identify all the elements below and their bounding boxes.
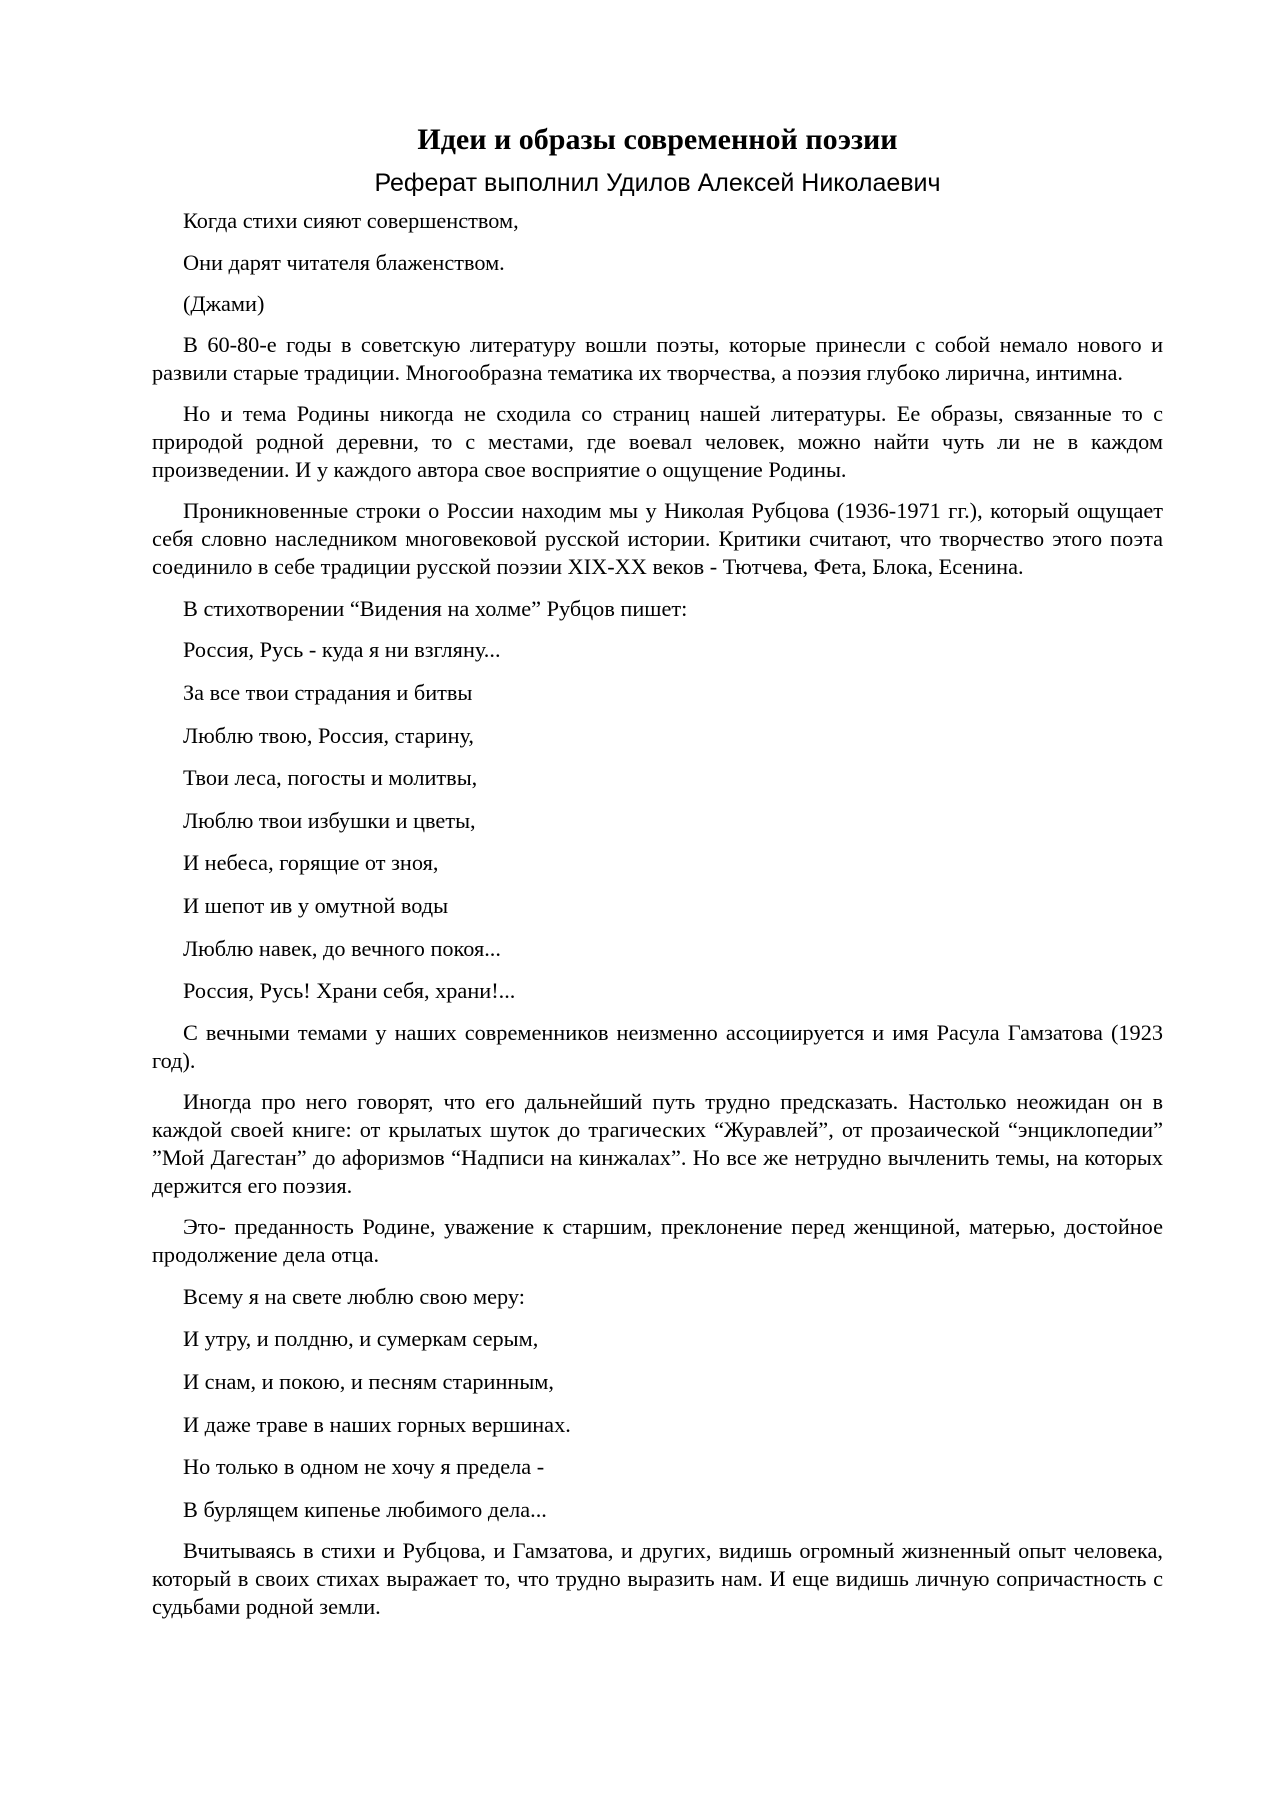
poem-gamzatov — [152, 1282, 1163, 1524]
poem-line: Россия, Русь! Храни себя, храни!... — [183, 978, 516, 1004]
poem-line: В бурлящем кипенье любимого дела... — [183, 1496, 547, 1522]
paragraph: С вечными темами у наших современников неизменно ассоциируется и имя Расула Гамзатова (1923 год). — [152, 1019, 1163, 1073]
poem-line: Люблю навек, до вечного покоя... — [183, 935, 501, 961]
document-title: Идеи и образы современной поэзии — [417, 123, 898, 156]
poem-line: И небеса, горящие от зноя, — [183, 850, 439, 876]
paragraph: Проникновенные строки о России находим мы у Николая Рубцова (1936-1971 гг.), который ощущает себя словно наследником многовековой русской истории. Критики считают, что творчество этого поэта соединило в себе традиции русской поэзии XIX-XX веков - Тютчева, Фета, Блока, Есенина. — [152, 497, 1163, 579]
poem-rubtsov — [152, 635, 1163, 1005]
paragraph: В 60-80-е годы в советскую литературу вошли поэты, которые принесли с собой немало нового и развили старые традиции. Многообразна тематика их творчества, а поэзия глубоко лирична, интимна. — [152, 331, 1163, 385]
poem-line: Люблю твою, Россия, старину, — [183, 722, 474, 748]
epigraph-line: Когда стихи сияют совершенством, — [183, 208, 519, 233]
poem-line: Люблю твои избушки и цветы, — [183, 807, 476, 833]
paragraph: Это- преданность Родине, уважение к старшим, преклонение перед женщиной, матерью, достойное продолжение дела отца. — [152, 1213, 1163, 1267]
paragraph: Иногда про него говорят, что его дальнейший путь трудно предсказать. Настолько неожидан он в каждой своей книге: от крылатых шуток до трагических “Журавлей”, от прозаической “энциклопедии” ”Мой Дагестан” до афоризмов “Надписи на кинжалах”. Но все же нетрудно вычленить темы, на которых держится его поэзия. — [152, 1088, 1163, 1198]
poem-line: Россия, Русь - куда я ни взгляну... — [183, 637, 501, 663]
poem-line: И шепот ив у омутной воды — [183, 892, 449, 918]
document-page — [152, 118, 1163, 1634]
poem-intro: В стихотворении “Видения на холме” Рубцов пишет: — [183, 595, 688, 621]
epigraph-line: Они дарят читателя блаженством. — [183, 249, 505, 275]
poem-line: И даже траве в наших горных вершинах. — [183, 1411, 571, 1437]
epigraph-author: (Джами) — [183, 291, 265, 317]
paragraph: Но и тема Родины никогда не сходила со страниц нашей литературы. Ее образы, связанные то с природой родной деревни, то с местами, где воевал человек, можно найти чуть ли не в каждом произведении. И у каждого автора свое восприятие о ощущение Родины. — [152, 400, 1163, 482]
conclusion-paragraph: Вчитываясь в стихи и Рубцова, и Гамзатова, и других, видишь огромный жизненный опыт человека, который в своих стихах выражает то, что трудно выразить нам. И еще видишь личную сопричастность с судьбами родной земли. — [152, 1538, 1163, 1620]
epigraph — [152, 206, 1163, 318]
document-subtitle: Реферат выполнил Удилов Алексей Николаевич — [374, 169, 941, 197]
poem-line: Но только в одном не хочу я предела - — [183, 1454, 545, 1480]
poem-line: И снам, и покою, и песням старинным, — [183, 1368, 554, 1394]
poem-line: Твои леса, погосты и молитвы, — [183, 765, 478, 791]
poem-line: Всему я на свете люблю свою меру: — [183, 1283, 525, 1309]
poem-line: И утру, и полдню, и сумеркам серым, — [183, 1326, 539, 1352]
poem-line: За все твои страдания и битвы — [183, 679, 473, 705]
